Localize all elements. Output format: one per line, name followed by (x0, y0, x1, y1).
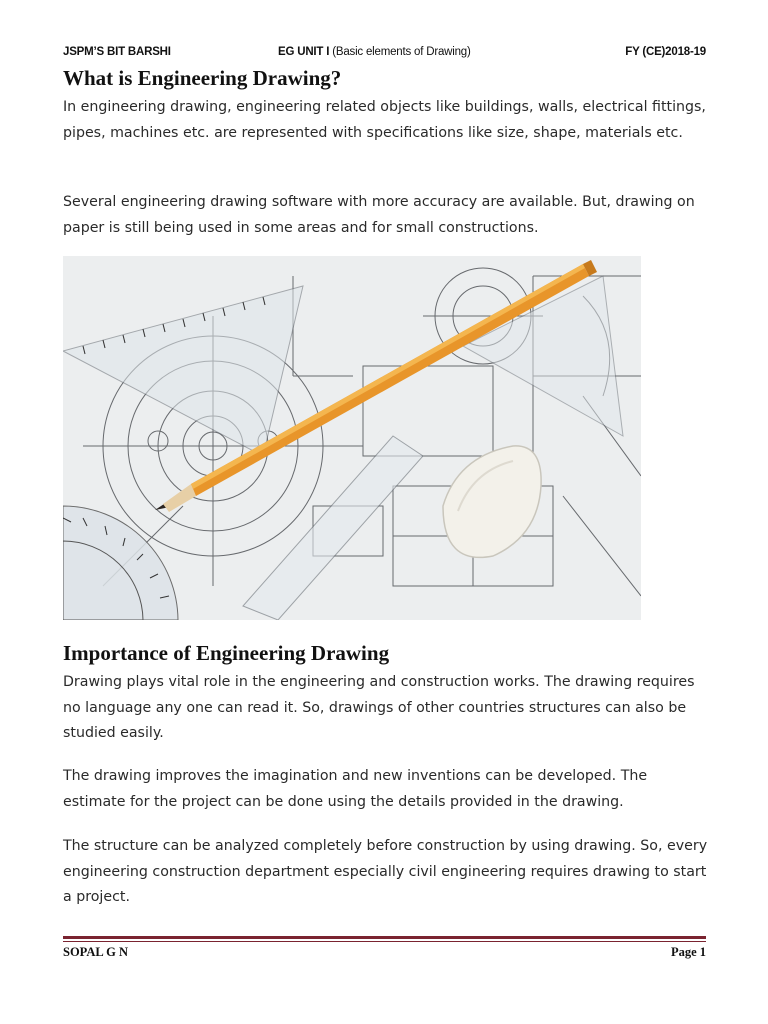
header-year: FY (CE)2018-19 (625, 46, 706, 58)
footer-divider-thin (63, 941, 706, 942)
section-title-importance: Importance of Engineering Drawing (63, 641, 390, 665)
header-unit-name: EG UNIT I (278, 46, 330, 58)
footer-author: SOPAL G N (63, 945, 129, 959)
page-footer (63, 945, 706, 963)
drawing-tools-photo (63, 256, 641, 620)
section-title-what-is: What is Engineering Drawing? (63, 66, 342, 90)
footer-divider-thick (63, 936, 706, 939)
page-header (63, 46, 706, 64)
paragraph: The drawing improves the imagination and new inventions can be developed. The estimate for the project can be done using the details provided in the drawing. (63, 768, 648, 810)
header-institute: JSPM’S BIT BARSHI (63, 46, 171, 58)
paragraph: The structure can be analyzed completely before construction by using drawing. So, every engineering construction department especially civil engineering requires drawing to start a project. (63, 838, 708, 905)
header-unit-topic: (Basic elements of Drawing) (329, 46, 471, 58)
header-unit (278, 46, 471, 58)
paragraph: Several engineering drawing software with more accuracy are available. But, drawing on paper is still being used in some areas and for small constructions. (63, 194, 695, 236)
drawing-tools-illustration (63, 256, 641, 620)
paragraph: In engineering drawing, engineering related objects like buildings, walls, electrical fittings, pipes, machines etc. are represented with specifications like size, shape, materials etc. (63, 99, 706, 141)
page-number: Page 1 (670, 945, 706, 959)
paragraph: Drawing plays vital role in the engineering and construction works. The drawing requires no language any one can read it. So, drawings of other countries structures can also be studied easily. (63, 674, 695, 741)
